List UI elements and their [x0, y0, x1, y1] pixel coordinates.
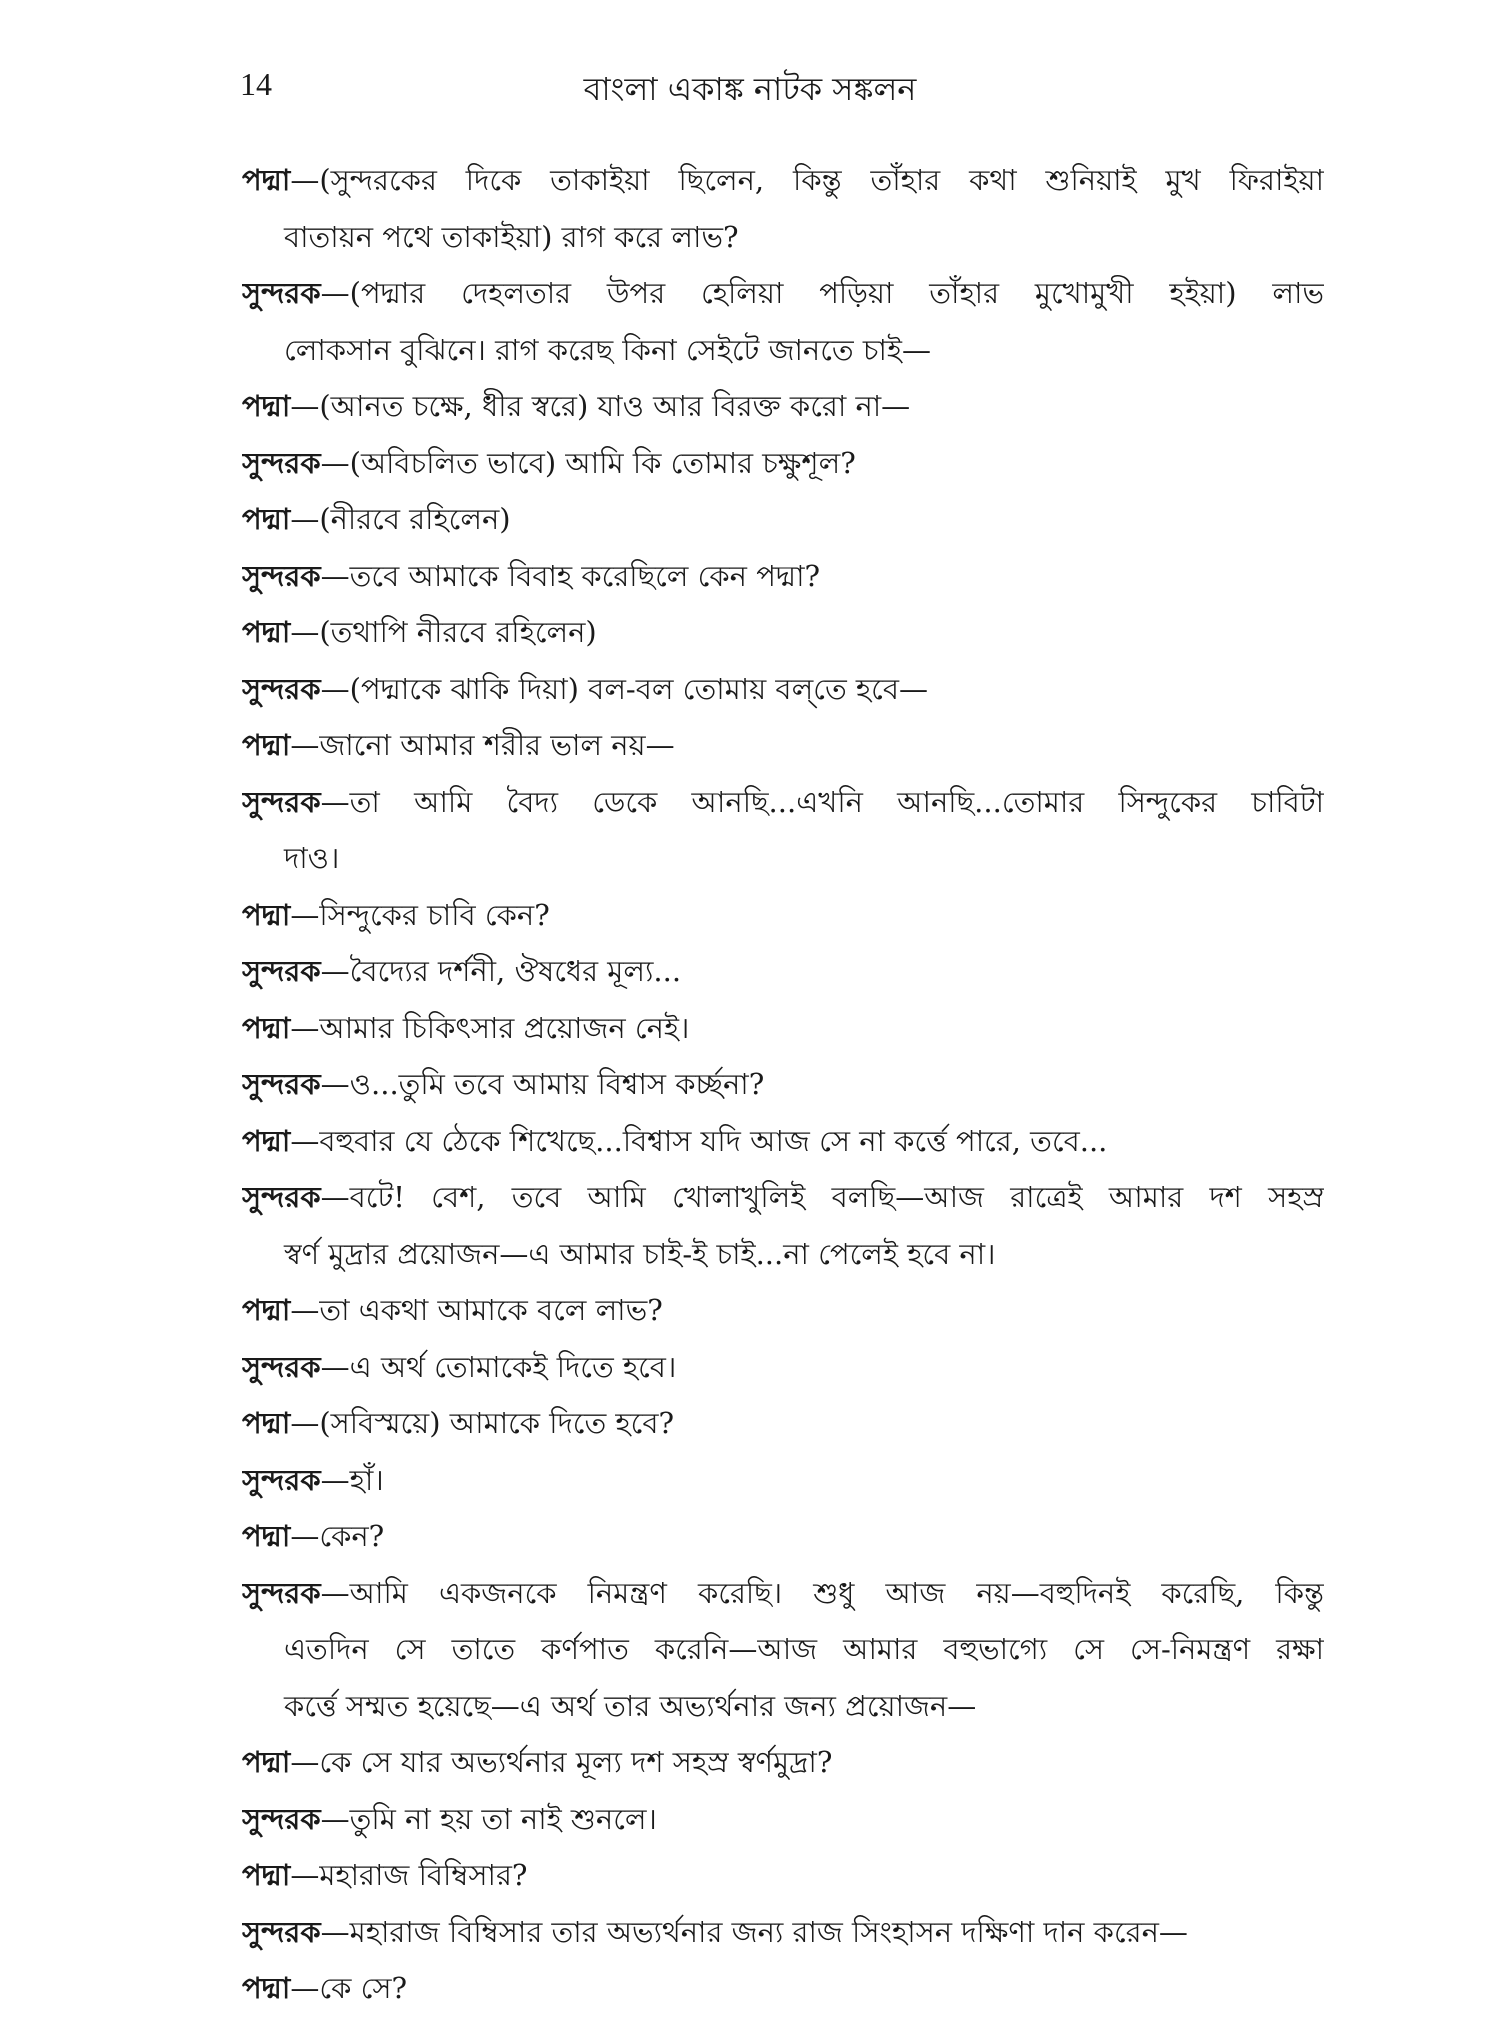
line-text: —মহারাজ বিম্বিসার? — [290, 1858, 528, 1892]
speaker-name: সুন্দরক — [242, 276, 321, 310]
speaker-name: পদ্মা — [242, 1519, 291, 1553]
line-text: —বৈদ্যের দর্শনী, ঔষধের মূল্য... — [320, 954, 682, 988]
line-text: স্বর্ণ মুদ্রার প্রয়োজন—এ আমার চাই-ই চাই...না পেলেই হবে না। — [284, 1236, 996, 1271]
dialogue-line — [242, 661, 1324, 718]
dialogue-line — [242, 1339, 1324, 1396]
speaker-name: সুন্দরক — [242, 1801, 321, 1836]
line-text: —আমি একজনকে নিমন্ত্রণ করেছি। শুধু আজ নয়—বহুদিনই করেছি, কিন্তু — [320, 1575, 1324, 1610]
speaker-name: পদ্মা — [242, 1971, 291, 2005]
speaker-name: পদ্মা — [242, 1745, 291, 1779]
line-text: —(সবিস্ময়ে) আমাকে দিতে হবে? — [290, 1406, 675, 1440]
line-text: —তা আমি বৈদ্য ডেকে আনছি...এখনি আনছি...তোমার সিন্দুকের চাবিটা — [320, 784, 1324, 819]
line-text: —সিন্দুকের চাবি কেন? — [290, 897, 550, 932]
speaker-name: পদ্মা — [242, 1293, 291, 1327]
dialogue-line — [242, 1056, 1324, 1113]
speaker-name: পদ্মা — [242, 1406, 291, 1440]
line-text: —(পদ্মাকে ঝাকি দিয়া) বল-বল তোমায় বল্‌তে হবে— — [320, 671, 928, 706]
line-text: —হাঁ। — [320, 1462, 384, 1497]
speaker-name: পদ্মা — [242, 1858, 291, 1892]
line-text: —(পদ্মার দেহলতার উপর হেলিয়া পড়িয়া তাঁহার মুখোমুখী হইয়া) লাভ — [320, 276, 1324, 310]
dialogue-line — [242, 1282, 1324, 1339]
line-text: —বহুবার যে ঠেকে শিখেছে...বিশ্বাস যদি আজ সে না কর্ত্তে পারে, তবে... — [290, 1123, 1108, 1158]
dialogue-line — [242, 1621, 1324, 1678]
dialogue-line — [242, 1169, 1324, 1226]
speaker-name: সুন্দরক — [242, 1914, 321, 1949]
speaker-name: সুন্দরক — [242, 1180, 321, 1214]
speaker-name: পদ্মা — [242, 389, 291, 423]
page-number: 14 — [240, 66, 272, 102]
dialogue-line — [242, 717, 1324, 774]
line-text: —বটে! বেশ, তবে আমি খোলাখুলিই বলছি—আজ রাত্রেই আমার দশ সহস্র — [320, 1180, 1324, 1214]
dialogue-line — [242, 1791, 1324, 1848]
speaker-name: পদ্মা — [242, 728, 291, 762]
dialogue-line — [242, 943, 1324, 1000]
speaker-name: সুন্দরক — [242, 1349, 321, 1384]
line-text: —কেন? — [290, 1519, 385, 1553]
line-text: —(তথাপি নীরবে রহিলেন) — [290, 615, 597, 649]
line-text: লোকসান বুঝিনে। রাগ করেছ কিনা সেইটে জানতে চাই— — [284, 332, 932, 367]
dialogue-line — [242, 265, 1324, 322]
speaker-name: সুন্দরক — [242, 445, 321, 480]
line-text: বাতায়ন পথে তাকাইয়া) রাগ করে লাভ? — [284, 219, 739, 254]
line-text: —কে সে? — [290, 1971, 408, 2005]
line-text: —(আনত চক্ষে, ধীর স্বরে) যাও আর বিরক্ত করো না— — [290, 389, 911, 423]
speaker-name: পদ্মা — [242, 897, 291, 932]
speaker-name: সুন্দরক — [242, 1462, 321, 1497]
line-text: —ও...তুমি তবে আমায় বিশ্বাস কর্চ্ছনা? — [320, 1067, 765, 1101]
speaker-name: সুন্দরক — [242, 784, 321, 819]
dialogue-line — [242, 830, 1324, 887]
dialogue-line — [242, 1960, 1324, 2017]
speaker-name: পদ্মা — [242, 615, 291, 649]
dialogue-line — [242, 152, 1324, 209]
line-text: —তা একথা আমাকে বলে লাভ? — [290, 1293, 663, 1327]
dialogue-line — [242, 322, 1324, 379]
speaker-name: সুন্দরক — [242, 954, 321, 988]
running-title: বাংলা একাঙ্ক নাটক সঙ্কলন — [583, 70, 917, 108]
line-text: —(অবিচলিত ভাবে) আমি কি তোমার চক্ষুশূল? — [320, 445, 856, 480]
speaker-name: পদ্মা — [242, 163, 291, 197]
dialogue-line — [242, 378, 1324, 435]
dialogue-line — [242, 1678, 1324, 1735]
dialogue-line — [242, 491, 1324, 548]
line-text: দাও। — [284, 841, 340, 875]
dialogue-line — [242, 774, 1324, 831]
speaker-name: সুন্দরক — [242, 1575, 321, 1610]
line-text: —তুমি না হয় তা নাই শুনলে। — [320, 1801, 657, 1836]
speaker-name: পদ্মা — [242, 1010, 291, 1045]
line-text: —তবে আমাকে বিবাহ করেছিলে কেন পদ্মা? — [320, 558, 821, 593]
line-text: এতদিন সে তাতে কর্ণপাত করেনি—আজ আমার বহুভাগ্যে সে সে-নিমন্ত্রণ রক্ষা — [284, 1632, 1324, 1666]
speaker-name: সুন্দরক — [242, 671, 321, 706]
dialogue-line — [242, 548, 1324, 605]
line-text: —মহারাজ বিম্বিসার তার অভ্যর্থনার জন্য রাজ সিংহাসন দক্ষিণা দান করেন— — [320, 1914, 1188, 1949]
line-text: —(সুন্দরকের দিকে তাকাইয়া ছিলেন, কিন্তু তাঁহার কথা শুনিয়াই মুখ ফিরাইয়া — [290, 163, 1324, 197]
line-text: কর্ত্তে সম্মত হয়েছে—এ অর্থ তার অভ্যর্থনার জন্য প্রয়োজন— — [284, 1688, 977, 1723]
speaker-name: সুন্দরক — [242, 558, 321, 593]
line-text: —(নীরবে রহিলেন) — [290, 502, 511, 536]
dialogue-line — [242, 1734, 1324, 1791]
dialogue-line — [242, 1904, 1324, 1961]
line-text: —আমার চিকিৎসার প্রয়োজন নেই। — [290, 1010, 690, 1045]
dialogue-line — [242, 1847, 1324, 1904]
speaker-name: সুন্দরক — [242, 1067, 321, 1101]
dialogue-line — [242, 887, 1324, 944]
dialogue-line — [242, 435, 1324, 492]
dialogue-line — [242, 1395, 1324, 1452]
line-text: —কে সে যার অভ্যর্থনার মূল্য দশ সহস্র স্বর্ণমুদ্রা? — [290, 1745, 833, 1779]
dialogue-line — [242, 604, 1324, 661]
dialogue-line — [242, 209, 1324, 266]
speaker-name: পদ্মা — [242, 502, 291, 536]
dialogue-body — [242, 152, 1324, 2017]
line-text: —জানো আমার শরীর ভাল নয়— — [290, 728, 675, 762]
line-text: —এ অর্থ তোমাকেই দিতে হবে। — [320, 1349, 677, 1384]
dialogue-line — [242, 1000, 1324, 1057]
dialogue-line — [242, 1565, 1324, 1622]
dialogue-line — [242, 1508, 1324, 1565]
speaker-name: পদ্মা — [242, 1123, 291, 1158]
dialogue-line — [242, 1226, 1324, 1283]
dialogue-line — [242, 1113, 1324, 1170]
dialogue-line — [242, 1452, 1324, 1509]
